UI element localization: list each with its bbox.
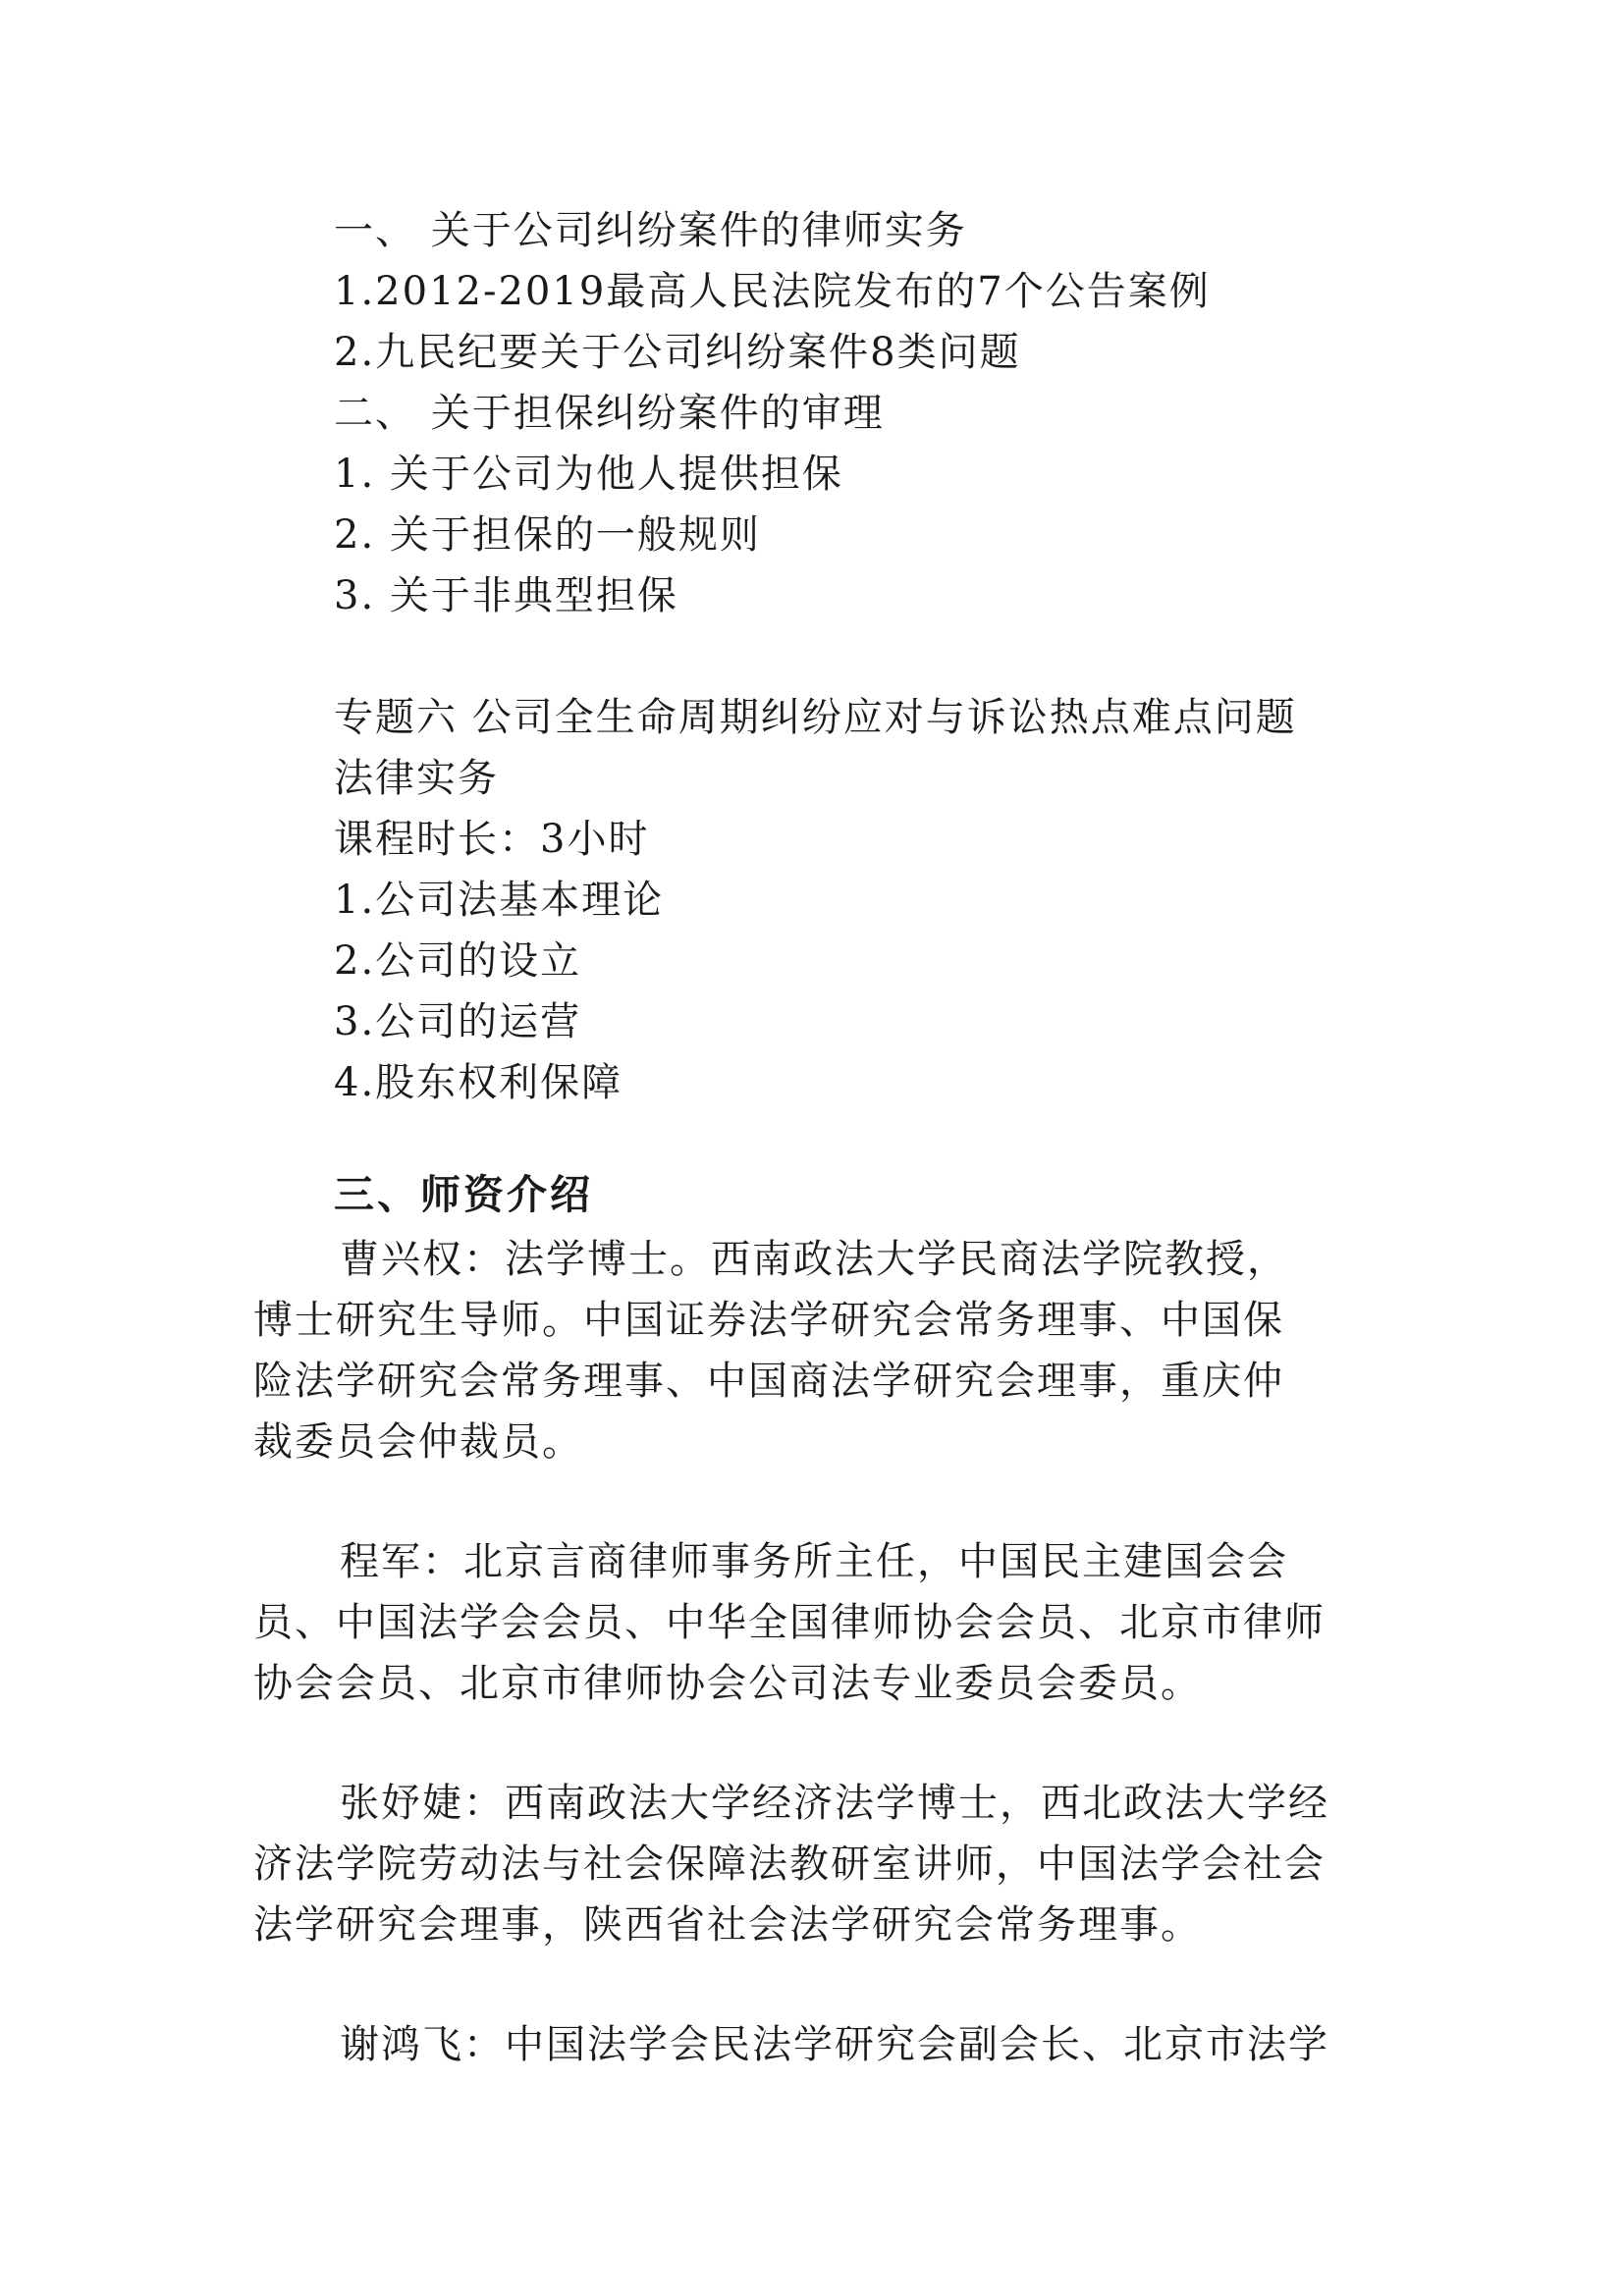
faculty-cheng-line-1: 程军：北京言商律师事务所主任，中国民主建国会会 (340, 1539, 1288, 1584)
topic6-title-line2: 法律实务 (334, 756, 499, 801)
topic6-duration: 课程时长：3小时 (334, 817, 650, 862)
topic6-item-3: 3.公司的运营 (334, 999, 582, 1044)
faculty-zhang-line-3: 法学研究会理事，陕西省社会法学研究会常务理事。 (253, 1902, 1202, 1948)
section-company-heading: 一、 关于公司纠纷案件的律师实务 (334, 208, 967, 253)
faculty-cao-line-3: 险法学研究会常务理事、中国商法学研究会理事，重庆仲 (253, 1359, 1284, 1404)
faculty-zhang-line-2: 济法学院劳动法与社会保障法教研室讲师，中国法学会社会 (253, 1842, 1326, 1887)
section-guarantee-item-2: 2. 关于担保的一般规则 (334, 512, 761, 558)
faculty-cao-line-1: 曹兴权：法学博士。西南政法大学民商法学院教授， (340, 1237, 1288, 1282)
faculty-cheng-line-2: 员、中国法学会会员、中华全国律师协会会员、北京市律师 (253, 1600, 1326, 1645)
faculty-cao-line-4: 裁委员会仲裁员。 (253, 1419, 583, 1465)
section-guarantee-item-1: 1. 关于公司为他人提供担保 (334, 452, 843, 497)
faculty-xie-line-1: 谢鸿飞：中国法学会民法学研究会副会长、北京市法学 (340, 2022, 1329, 2067)
faculty-cheng-line-3: 协会会员、北京市律师协会公司法专业委员会委员。 (253, 1661, 1202, 1706)
faculty-heading: 三、师资介绍 (334, 1171, 593, 1218)
faculty-cao-line-2: 博士研究生导师。中国证券法学研究会常务理事、中国保 (253, 1298, 1284, 1343)
topic6-item-4: 4.股东权利保障 (334, 1060, 623, 1105)
section-guarantee-heading: 二、 关于担保纠纷案件的审理 (334, 391, 885, 436)
topic6-item-1: 1.公司法基本理论 (334, 878, 665, 923)
section-company-item-1: 1.2012-2019最高人民法院发布的7个公告案例 (334, 269, 1211, 314)
faculty-zhang-line-1: 张妤婕：西南政法大学经济法学博士，西北政法大学经 (340, 1781, 1329, 1826)
section-company-item-2: 2.九民纪要关于公司纠纷案件8类问题 (334, 330, 1021, 375)
section-guarantee-item-3: 3. 关于非典型担保 (334, 573, 678, 618)
topic6-title-line1: 专题六 公司全生命周期纠纷应对与诉讼热点难点问题 (334, 695, 1297, 740)
topic6-item-2: 2.公司的设立 (334, 938, 582, 984)
